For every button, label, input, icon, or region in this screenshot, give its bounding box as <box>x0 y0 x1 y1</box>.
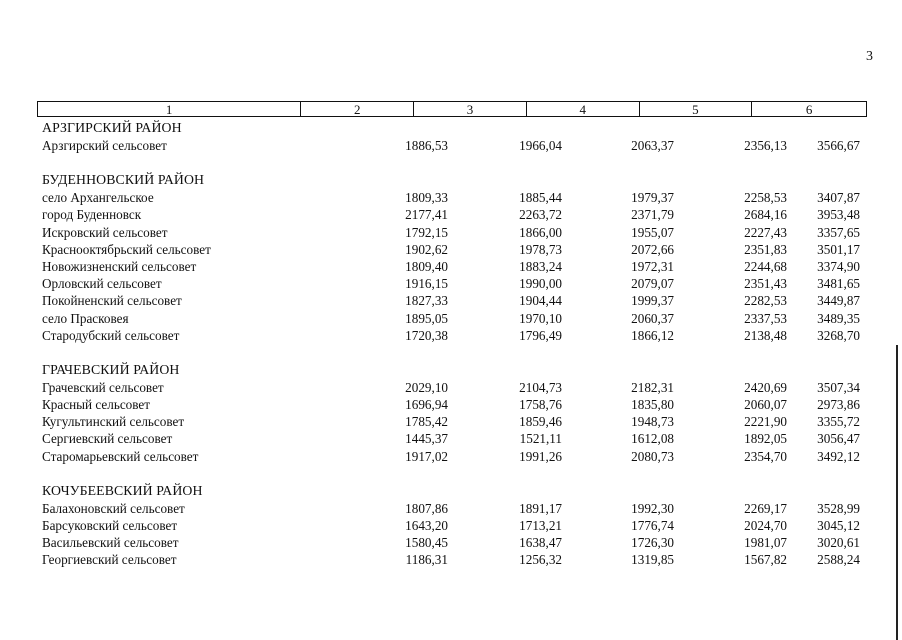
value-cell-6: 3407,87 <box>817 190 860 206</box>
value-cell-5: 2337,53 <box>744 310 787 326</box>
table-row <box>42 275 867 292</box>
region-section <box>42 482 867 569</box>
value-cell-6: 3355,72 <box>817 414 860 430</box>
value-cell-5: 1892,05 <box>744 431 787 447</box>
value-cell-3: 1970,10 <box>519 310 562 326</box>
value-cell-2: 1809,40 <box>405 258 448 274</box>
value-cell-5: 2060,07 <box>744 397 787 413</box>
value-cell-6: 3489,35 <box>817 310 860 326</box>
value-cell-5: 2684,16 <box>744 207 787 223</box>
value-cell-3: 1883,24 <box>519 258 562 274</box>
settlement-name: город Буденновск <box>42 207 142 223</box>
table-row <box>42 413 867 430</box>
value-cell-5: 2244,68 <box>744 258 787 274</box>
value-cell-5: 2282,53 <box>744 293 787 309</box>
settlement-name: Грачевский сельсовет <box>42 379 164 395</box>
value-cell-3: 1966,04 <box>519 138 562 153</box>
value-cell-3: 1891,17 <box>519 500 562 516</box>
page-number: 3 <box>866 49 873 64</box>
value-cell-4: 2182,31 <box>631 379 674 395</box>
table-header <box>37 101 867 117</box>
value-cell-2: 1902,62 <box>405 241 448 257</box>
value-cell-6: 2973,86 <box>817 397 860 413</box>
region-title: БУДЕННОВСКИЙ РАЙОН <box>42 172 205 188</box>
value-cell-4: 2080,73 <box>631 448 674 464</box>
table-row <box>42 551 867 568</box>
table-row <box>42 327 867 344</box>
settlement-name: Искровский сельсовет <box>42 224 168 240</box>
value-cell-3: 1866,00 <box>519 224 562 240</box>
region-spacer <box>42 344 867 361</box>
value-cell-5: 2138,48 <box>744 327 787 343</box>
value-cell-5: 1981,07 <box>744 535 787 551</box>
value-cell-4: 1319,85 <box>631 552 674 568</box>
value-cell-5: 2356,13 <box>744 138 787 153</box>
value-cell-3: 1978,73 <box>519 241 562 257</box>
value-cell-2: 1807,86 <box>405 500 448 516</box>
table-row <box>42 430 867 447</box>
value-cell-5: 2221,90 <box>744 414 787 430</box>
value-cell-6: 3507,34 <box>817 379 860 395</box>
table-row <box>42 379 867 396</box>
value-cell-6: 3492,12 <box>817 448 860 464</box>
value-cell-3: 1991,26 <box>519 448 562 464</box>
value-cell-6: 3056,47 <box>817 431 860 447</box>
table-row <box>42 448 867 465</box>
region-title: АРЗГИРСКИЙ РАЙОН <box>42 120 182 135</box>
settlement-name: Барсуковский сельсовет <box>42 518 178 533</box>
header-col-6: 6 <box>805 102 813 117</box>
header-col-4: 4 <box>527 102 640 116</box>
value-cell-4: 1835,80 <box>631 397 674 413</box>
value-cell-5: 2351,83 <box>744 241 787 257</box>
header-col-1: 1 <box>38 102 301 116</box>
value-cell-3: 1638,47 <box>519 535 562 551</box>
value-cell-6: 2588,24 <box>817 552 860 568</box>
value-cell-3: 1758,76 <box>519 397 562 413</box>
value-cell-6: 3528,99 <box>817 500 860 516</box>
region-section <box>42 119 867 154</box>
value-cell-3: 1904,44 <box>519 293 562 309</box>
value-cell-5: 2227,43 <box>744 224 787 240</box>
value-cell-4: 2072,66 <box>631 241 674 257</box>
settlement-name: Старомарьевский сельсовет <box>42 448 199 464</box>
value-cell-2: 1720,38 <box>405 327 448 343</box>
value-cell-6: 3357,65 <box>817 224 860 240</box>
value-cell-2: 2177,41 <box>405 207 448 223</box>
value-cell-2: 1809,33 <box>405 190 448 206</box>
settlement-name: Покойненский сельсовет <box>42 293 182 309</box>
value-cell-4: 2063,37 <box>631 138 674 153</box>
value-cell-3: 1859,46 <box>519 414 562 430</box>
value-cell-4: 1612,08 <box>631 431 674 447</box>
value-cell-6: 3481,65 <box>817 276 860 292</box>
value-cell-2: 1785,42 <box>405 414 448 430</box>
value-cell-5: 2024,70 <box>744 518 787 533</box>
table-row <box>42 241 867 258</box>
value-cell-5: 2354,70 <box>744 448 787 464</box>
settlement-name: Краснооктябрьский сельсовет <box>42 241 211 257</box>
table-row <box>42 500 867 517</box>
value-cell-4: 1866,12 <box>631 327 674 343</box>
region-section <box>42 171 867 344</box>
value-cell-3: 1713,21 <box>519 518 562 533</box>
value-cell-2: 1827,33 <box>405 293 448 309</box>
value-cell-4: 1979,37 <box>631 190 674 206</box>
table-row <box>42 517 867 534</box>
table-row <box>42 137 867 154</box>
value-cell-6: 3566,67 <box>817 138 860 153</box>
value-cell-4: 1992,30 <box>631 500 674 516</box>
settlement-name: Кугультинский сельсовет <box>42 414 185 430</box>
settlement-name: Орловский сельсовет <box>42 276 162 292</box>
value-cell-6: 3374,90 <box>817 258 860 274</box>
value-cell-2: 1792,15 <box>405 224 448 240</box>
table-row <box>42 258 867 275</box>
value-cell-4: 2079,07 <box>631 276 674 292</box>
page-edge-rule <box>896 345 898 640</box>
settlement-name: Новожизненский сельсовет <box>42 258 197 274</box>
value-cell-6: 3020,61 <box>817 535 860 551</box>
value-cell-2: 1895,05 <box>405 310 448 326</box>
value-cell-2: 1643,20 <box>405 518 448 533</box>
value-cell-3: 1990,00 <box>519 276 562 292</box>
value-cell-3: 1796,49 <box>519 327 562 343</box>
table-row <box>42 189 867 206</box>
value-cell-4: 1972,31 <box>631 258 674 274</box>
region-title: ГРАЧЕВСКИЙ РАЙОН <box>42 361 180 377</box>
value-cell-3: 1885,44 <box>519 190 562 206</box>
value-cell-2: 2029,10 <box>405 379 448 395</box>
value-cell-4: 2060,37 <box>631 310 674 326</box>
value-cell-5: 2269,17 <box>744 500 787 516</box>
value-cell-3: 2104,73 <box>519 379 562 395</box>
table-row <box>42 224 867 241</box>
region-title: КОЧУБЕЕВСКИЙ РАЙОН <box>42 482 203 498</box>
table-row <box>42 310 867 327</box>
header-col-2: 2 <box>301 102 414 116</box>
value-cell-4: 1726,30 <box>631 535 674 551</box>
settlement-name: Красный сельсовет <box>42 397 151 413</box>
value-cell-5: 2258,53 <box>744 190 787 206</box>
settlement-name: село Прасковея <box>42 310 129 326</box>
value-cell-2: 1916,15 <box>405 276 448 292</box>
table-row <box>42 396 867 413</box>
value-cell-5: 2420,69 <box>744 379 787 395</box>
settlement-name: Сергиевский сельсовет <box>42 431 173 447</box>
value-cell-2: 1445,37 <box>405 431 448 447</box>
value-cell-6: 3501,17 <box>817 241 860 257</box>
settlement-name: село Архангельское <box>42 190 154 206</box>
value-cell-4: 1999,37 <box>631 293 674 309</box>
value-cell-4: 1776,74 <box>631 518 674 533</box>
value-cell-4: 1948,73 <box>631 414 674 430</box>
value-cell-3: 1256,32 <box>519 552 562 568</box>
value-cell-3: 2263,72 <box>519 207 562 223</box>
settlement-name: Васильевский сельсовет <box>42 535 179 551</box>
value-cell-6: 3045,12 <box>817 518 860 533</box>
value-cell-4: 1955,07 <box>631 224 674 240</box>
value-cell-3: 1521,11 <box>519 431 562 447</box>
header-col-5: 5 <box>640 102 753 116</box>
value-cell-4: 2371,79 <box>631 207 674 223</box>
value-cell-5: 2351,43 <box>744 276 787 292</box>
region-section <box>42 361 867 465</box>
region-spacer <box>42 154 867 171</box>
value-cell-6: 3953,48 <box>817 207 860 223</box>
value-cell-2: 1886,53 <box>405 138 448 153</box>
table-row <box>42 292 867 309</box>
header-col-3: 3 <box>414 102 527 116</box>
table-row <box>42 534 867 551</box>
settlement-name: Балахоновский сельсовет <box>42 500 185 516</box>
value-cell-6: 3449,87 <box>817 293 860 309</box>
table-body <box>42 119 867 569</box>
value-cell-2: 1696,94 <box>405 397 448 413</box>
region-spacer <box>42 465 867 482</box>
settlement-name: Георгиевский сельсовет <box>42 552 177 568</box>
value-cell-2: 1186,31 <box>405 552 448 568</box>
value-cell-2: 1580,45 <box>405 535 448 551</box>
settlement-name: Арзгирский сельсовет <box>42 138 167 153</box>
value-cell-2: 1917,02 <box>405 448 448 464</box>
value-cell-6: 3268,70 <box>817 327 860 343</box>
table-row <box>42 206 867 223</box>
value-cell-5: 1567,82 <box>744 552 787 568</box>
settlement-name: Стародубский сельсовет <box>42 327 180 343</box>
